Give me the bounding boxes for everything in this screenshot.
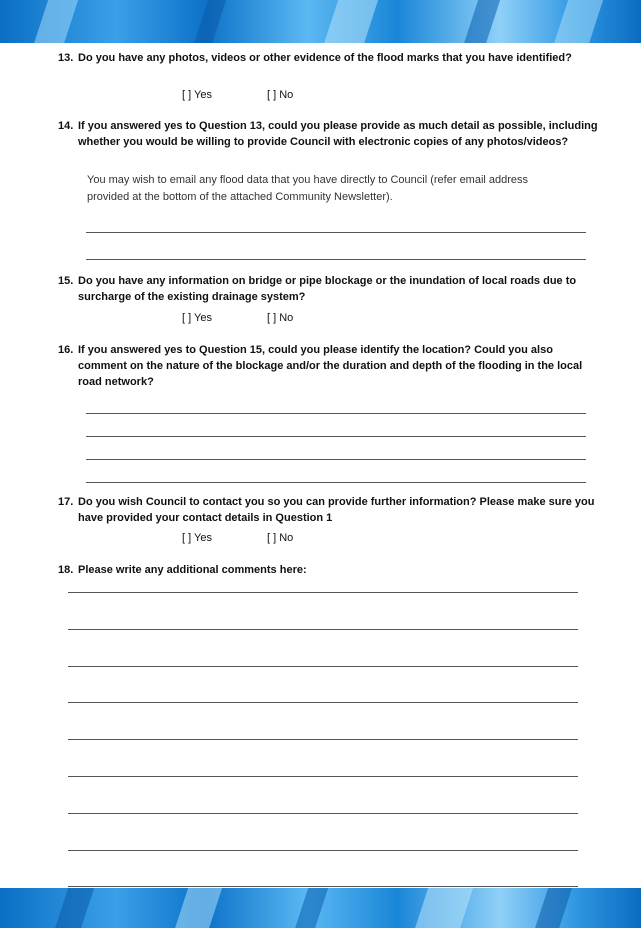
question-number: 14. [58,120,74,132]
q17-no-option[interactable] [267,532,293,544]
yes-label: [ ] Yes [182,312,212,324]
comment-line[interactable] [68,592,578,593]
question-text: If you answered yes to Question 13, could you please provide as much detail as possible, including whether you would be willing to provide Council with electronic copies of any photos/videos? [78,120,598,148]
question-text: Do you have any information on bridge or pipe blockage or the inundation of local roads due to surcharge of the existing drainage system? [78,275,577,303]
banner-streak [549,0,607,43]
banner-streak [409,888,477,928]
q14-note: You may wish to email any flood data that you have directly to Council (refer email address provided at the bottom of the attached Community Newsletter). [87,174,529,203]
no-label: [ ] No [267,312,294,324]
q13-yes-option[interactable] [182,89,212,101]
question-text: If you answered yes to Question 15, could you please identify the location? Could you also comment on the nature of the blockage and/or the duration and depth of the flooding in the local road network? [78,344,583,388]
comment-line[interactable] [68,886,578,887]
answer-line[interactable] [86,413,586,414]
comment-line[interactable] [68,702,578,703]
no-label: [ ] No [267,532,294,544]
answer-line[interactable] [86,259,586,260]
banner-streak [319,0,382,43]
comment-line[interactable] [68,666,578,667]
question-text: Please write any additional comments here: [78,564,307,576]
question-text: Do you wish Council to contact you so you can provide further information? Please make sure you have provided your contact details in Question 1 [78,496,595,524]
question-15 [58,273,598,305]
top-banner [0,0,641,43]
question-number: 17. [58,496,74,508]
comment-line[interactable] [68,776,578,777]
banner-streak [529,888,576,928]
no-label: [ ] No [267,89,294,101]
question-16 [58,342,598,390]
question-number: 13. [58,52,74,64]
question-17 [58,494,598,526]
comment-line[interactable] [68,629,578,630]
answer-line[interactable] [86,482,586,483]
q15-yes-option[interactable] [182,312,212,324]
question-14 [58,118,598,150]
q15-no-option[interactable] [267,312,293,324]
question-number: 15. [58,275,74,287]
question-number: 18. [58,564,74,576]
banner-streak [49,888,98,928]
banner-streak [189,0,230,43]
yes-label: [ ] Yes [182,532,212,544]
comment-line[interactable] [68,850,578,851]
yes-label: [ ] Yes [182,89,212,101]
comment-line[interactable] [68,813,578,814]
answer-line[interactable] [86,436,586,437]
q13-no-option[interactable] [267,89,293,101]
comment-line[interactable] [68,739,578,740]
answer-line[interactable] [86,459,586,460]
question-13 [58,50,598,66]
banner-streak [29,0,82,43]
banner-streak [169,888,226,928]
banner-streak [459,0,504,43]
bottom-banner [0,888,641,928]
question-text: Do you have any photos, videos or other evidence of the flood marks that you have identified? [78,52,572,64]
question-number: 16. [58,344,74,356]
answer-line[interactable] [86,232,586,233]
banner-streak [289,888,332,928]
q17-yes-option[interactable] [182,532,212,544]
question-18 [58,562,598,578]
